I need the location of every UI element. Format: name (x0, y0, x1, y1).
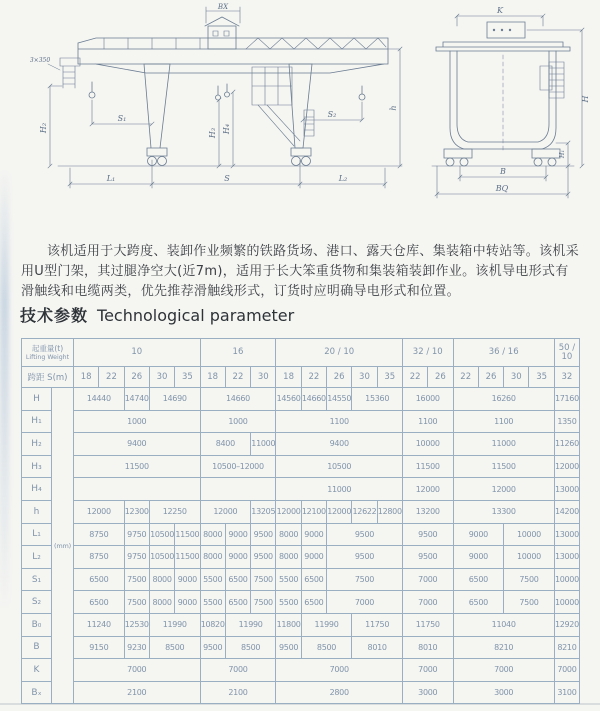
dim-label-k: K (497, 6, 503, 15)
span-header-label: 跨距 S(m) (22, 367, 74, 388)
header-row-spans (22, 367, 580, 388)
value-cell: 11500 (175, 523, 200, 546)
value-cell: 12000 (74, 500, 125, 523)
value-cell: 9000 (225, 523, 250, 546)
value-cell: 9000 (301, 546, 326, 569)
value-cell: 10000 (504, 523, 555, 546)
header-row-weights (22, 339, 580, 367)
value-cell: 12100 (301, 500, 326, 523)
parameter-label: B₀ (22, 613, 52, 636)
span-value-header: 35 (377, 367, 402, 388)
value-cell: 11240 (74, 613, 125, 636)
parameter-label: H₃ (22, 455, 52, 478)
section-title (20, 303, 294, 326)
span-value-header: 18 (74, 367, 99, 388)
value-cell: 14660 (200, 388, 276, 411)
value-cell: 12000 (327, 500, 352, 523)
value-cell: 7000 (554, 659, 579, 682)
weight-group-header: 20 / 10 (276, 339, 403, 367)
dim-label-s1: S₁ (117, 114, 127, 123)
value-cell: 11500 (453, 455, 554, 478)
value-cell: 7500 (504, 568, 555, 591)
value-cell: 10000 (504, 546, 555, 569)
value-cell: 11260 (554, 433, 579, 456)
span-value-header: 22 (402, 367, 427, 388)
value-cell: 7500 (251, 568, 276, 591)
value-cell: 10500 (276, 455, 403, 478)
dim-label-s2: S₂ (327, 110, 337, 119)
value-cell: 12000 (453, 478, 554, 501)
value-cell: 9500 (327, 546, 403, 569)
value-cell: 5500 (200, 591, 225, 614)
value-cell: 7500 (251, 591, 276, 614)
value-cell: 9400 (276, 433, 403, 456)
span-value-header: 22 (301, 367, 326, 388)
crane-side-view (432, 14, 584, 198)
value-cell: 7500 (124, 591, 149, 614)
value-cell: 11990 (301, 613, 352, 636)
span-value-header: 22 (225, 367, 250, 388)
parameter-row (22, 681, 580, 704)
value-cell: 11040 (453, 613, 554, 636)
parameter-label: L₂ (22, 546, 52, 569)
value-cell: 12000 (554, 455, 579, 478)
value-cell: 8400 (200, 433, 251, 456)
parameter-row (22, 546, 580, 569)
dim-label-h2: H₂ (39, 122, 48, 134)
value-cell: 16000 (402, 388, 453, 411)
weight-group-header: 32 / 10 (402, 339, 453, 367)
section-title-zh: 技术参数 (20, 306, 89, 325)
parameter-label: H (22, 388, 52, 411)
span-value-header: 26 (124, 367, 149, 388)
cab-window-dots (493, 29, 511, 31)
span-value-header: 22 (99, 367, 124, 388)
value-cell: 1100 (453, 410, 554, 433)
weight-group-header: 36 / 16 (453, 339, 554, 367)
value-cell: 5500 (200, 568, 225, 591)
unit-cell: (mm) (52, 388, 74, 704)
value-cell: 8000 (149, 591, 174, 614)
value-cell: 6500 (453, 568, 504, 591)
value-cell: 9500 (251, 523, 276, 546)
value-cell: 13000 (554, 523, 579, 546)
value-cell: 13000 (554, 478, 579, 501)
span-value-header: 18 (276, 367, 301, 388)
value-cell: 5500 (276, 568, 301, 591)
parameter-label: B (22, 636, 52, 659)
span-value-header: 30 (504, 367, 529, 388)
lifting-weight-label-en: Lifting Weight (25, 352, 70, 361)
parameter-row (22, 659, 580, 682)
value-cell: 12300 (124, 500, 149, 523)
value-cell: 17160 (554, 388, 579, 411)
value-cell: 14740 (124, 388, 149, 411)
value-cell: 7000 (402, 591, 453, 614)
value-cell: 9500 (402, 523, 453, 546)
value-cell: 12920 (554, 613, 579, 636)
span-value-header: 26 (478, 367, 503, 388)
value-cell: 11750 (352, 613, 403, 636)
section-title-en: Technological parameter (97, 306, 295, 325)
dim-label-h-total: H (581, 95, 590, 103)
value-cell: 8210 (453, 636, 554, 659)
value-cell: 8500 (149, 636, 200, 659)
parameter-label: H₄ (22, 478, 52, 501)
value-cell: 10500 (149, 523, 174, 546)
value-cell: 10000 (554, 568, 579, 591)
value-cell: 7500 (504, 591, 555, 614)
dim-label-rail-spec: 3×350 (29, 57, 51, 64)
dim-label-h4: H₄ (222, 123, 231, 135)
value-cell: 11990 (225, 613, 276, 636)
parameter-row (22, 433, 580, 456)
value-cell: 9750 (124, 523, 149, 546)
crane-drawing-svg (0, 2, 600, 217)
value-cell: 12000 (402, 478, 453, 501)
value-cell: 7500 (124, 568, 149, 591)
value-cell: 7500 (327, 568, 403, 591)
value-cell: 6500 (225, 591, 250, 614)
value-cell: 7000 (453, 659, 554, 682)
value-cell: 10000 (402, 433, 453, 456)
value-cell: 14660 (301, 388, 326, 411)
value-cell: 9500 (276, 636, 301, 659)
weight-group-header: 50 / 10 (554, 339, 579, 367)
value-cell: 9000 (453, 546, 504, 569)
value-cell: 2800 (276, 681, 403, 704)
value-cell: 7000 (402, 568, 453, 591)
span-value-header: 26 (428, 367, 453, 388)
value-cell: 8500 (301, 636, 352, 659)
value-cell: 10500 (149, 546, 174, 569)
parameter-label: H₂ (22, 433, 52, 456)
value-cell: 7000 (200, 659, 276, 682)
value-cell: 6500 (301, 591, 326, 614)
value-cell: 10000 (554, 591, 579, 614)
span-value-header: 30 (352, 367, 377, 388)
value-cell: 8000 (276, 523, 301, 546)
parameter-row (22, 591, 580, 614)
value-cell: 11750 (402, 613, 453, 636)
dim-label-b: B (500, 167, 506, 176)
value-cell: 2100 (200, 681, 276, 704)
parameter-row (22, 410, 580, 433)
dim-label-h1: H₁ (558, 149, 566, 159)
parameter-row (22, 500, 580, 523)
dim-label-bq: BQ (495, 184, 509, 193)
dim-label-l2: L₂ (338, 174, 348, 183)
parameter-row (22, 455, 580, 478)
value-cell (200, 478, 276, 501)
value-cell: 7000 (402, 659, 453, 682)
parameter-label: K (22, 659, 52, 682)
dim-label-h3: H₃ (208, 127, 217, 139)
value-cell: 14200 (554, 500, 579, 523)
parameter-row (22, 636, 580, 659)
value-cell: 13300 (453, 500, 554, 523)
span-value-header: 26 (327, 367, 352, 388)
value-cell: 12000 (276, 500, 301, 523)
value-cell: 9500 (402, 546, 453, 569)
value-cell: 7000 (327, 591, 403, 614)
weight-group-header: 10 (74, 339, 201, 367)
crane-technical-drawing (0, 2, 600, 217)
value-cell: 12000 (200, 500, 251, 523)
value-cell: 9230 (124, 636, 149, 659)
value-cell: 8750 (74, 546, 125, 569)
value-cell: 8010 (402, 636, 453, 659)
value-cell: 11000 (251, 433, 276, 456)
value-cell: 11500 (175, 546, 200, 569)
parameter-label: S₁ (22, 568, 52, 591)
value-cell: 12530 (124, 613, 149, 636)
lifting-weight-label-zh: 起重量(t) (31, 343, 64, 353)
value-cell: 9000 (301, 523, 326, 546)
span-value-header: 35 (175, 367, 200, 388)
span-value-header: 35 (529, 367, 554, 388)
value-cell: 1100 (402, 410, 453, 433)
value-cell: 12800 (377, 500, 402, 523)
value-cell: 9150 (74, 636, 125, 659)
value-cell: 13000 (554, 546, 579, 569)
value-cell: 8000 (200, 523, 225, 546)
value-cell: 11800 (276, 613, 301, 636)
value-cell: 10500–12000 (200, 455, 276, 478)
value-cell: 6500 (301, 568, 326, 591)
parameter-row (22, 478, 580, 501)
value-cell: 1000 (74, 410, 201, 433)
value-cell: 14690 (149, 388, 200, 411)
value-cell: 9750 (124, 546, 149, 569)
lifting-weight-header (22, 339, 74, 367)
parameter-label: h (22, 500, 52, 523)
value-cell: 14440 (74, 388, 125, 411)
parameter-row (22, 388, 580, 411)
value-cell: 14560 (276, 388, 301, 411)
parameter-row (22, 613, 580, 636)
parameter-row (22, 568, 580, 591)
value-cell: 9400 (74, 433, 201, 456)
value-cell: 8500 (225, 636, 276, 659)
weight-group-header: 16 (200, 339, 276, 367)
value-cell: 3100 (554, 681, 579, 704)
value-cell: 9500 (200, 636, 225, 659)
parameter-label: L₁ (22, 523, 52, 546)
value-cell: 9500 (327, 523, 403, 546)
value-cell: 8010 (352, 636, 403, 659)
parameters-table (21, 338, 580, 704)
value-cell: 2100 (74, 681, 201, 704)
value-cell: 14550 (327, 388, 352, 411)
span-value-header: 22 (453, 367, 478, 388)
parameter-label: Bₓ (22, 681, 52, 704)
value-cell: 1350 (554, 410, 579, 433)
dim-label-h-rail: h (389, 105, 398, 111)
value-cell: 8000 (276, 546, 301, 569)
value-cell: 7000 (276, 659, 403, 682)
value-cell: 11000 (276, 478, 403, 501)
value-cell: 9000 (175, 591, 200, 614)
dim-label-l1: L₁ (106, 174, 116, 183)
value-cell: 11990 (149, 613, 200, 636)
value-cell: 5500 (276, 591, 301, 614)
crane-front-view (48, 7, 402, 188)
span-value-header: 30 (149, 367, 174, 388)
value-cell: 15360 (352, 388, 403, 411)
value-cell: 12622 (352, 500, 377, 523)
span-value-header: 32 (554, 367, 579, 388)
value-cell: 3000 (402, 681, 453, 704)
value-cell: 8000 (149, 568, 174, 591)
value-cell: 3000 (453, 681, 554, 704)
value-cell: 6500 (225, 568, 250, 591)
value-cell: 10820 (200, 613, 225, 636)
value-cell: 9000 (225, 546, 250, 569)
value-cell: 6500 (453, 591, 504, 614)
parameter-label: H₁ (22, 410, 52, 433)
value-cell: 11000 (453, 433, 554, 456)
value-cell: 8210 (554, 636, 579, 659)
value-cell: 9500 (251, 546, 276, 569)
span-value-header: 30 (251, 367, 276, 388)
description-paragraph: 该机适用于大跨度、装卸作业频繁的铁路货场、港口、露天仓库、集装箱中转站等。该机采用U型门架，其过腿净空大(近7m)，适用于长大笨重货物和集装箱装卸作业。该机导电形式有滑触线和电缆两类，优先推荐滑触线形式，订货时应明确导电形式和位置。 (21, 244, 580, 299)
value-cell: 9000 (175, 568, 200, 591)
value-cell (74, 478, 201, 501)
value-cell: 8750 (74, 523, 125, 546)
value-cell: 6500 (74, 568, 125, 591)
value-cell: 13205 (251, 500, 276, 523)
value-cell: 1100 (276, 410, 403, 433)
value-cell: 8000 (200, 546, 225, 569)
value-cell: 11500 (402, 455, 453, 478)
value-cell: 16260 (453, 388, 554, 411)
dim-label-s: S (224, 174, 230, 183)
value-cell: 12250 (149, 500, 200, 523)
value-cell: 13200 (402, 500, 453, 523)
dim-label-bx: BX (217, 3, 229, 11)
value-cell: 7000 (74, 659, 201, 682)
value-cell: 1000 (200, 410, 276, 433)
scan-artifact (0, 170, 9, 610)
value-cell: 9000 (453, 523, 504, 546)
parameter-label: S₂ (22, 591, 52, 614)
parameter-row (22, 523, 580, 546)
value-cell: 6500 (74, 591, 125, 614)
value-cell: 11500 (74, 455, 201, 478)
span-value-header: 18 (200, 367, 225, 388)
